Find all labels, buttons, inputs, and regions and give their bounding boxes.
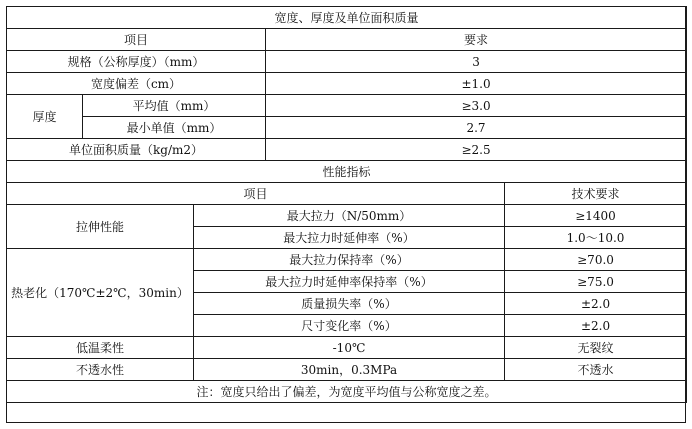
unit-mass-value: ≥2.5 [266, 139, 687, 161]
width-deviation-value: ±1.0 [266, 73, 687, 95]
low-temp-label: 低温柔性 [7, 337, 194, 359]
elongation-label: 最大拉力时延伸率（%） [194, 227, 505, 249]
note-row [7, 381, 687, 403]
elongation-value: 1.0～10.0 [505, 227, 687, 249]
impermeability-label: 不透水性 [7, 359, 194, 381]
section2-header-item: 项目 [7, 183, 505, 205]
table-row [7, 117, 687, 139]
section1-title: 宽度、厚度及单位面积质量 [7, 7, 687, 29]
low-temp-value: 无裂纹 [505, 337, 687, 359]
table-row [7, 249, 687, 271]
table-row [7, 205, 687, 227]
low-temp-condition: -10℃ [194, 337, 505, 359]
table-row [7, 359, 687, 381]
mass-loss-label: 质量损失率（%） [194, 293, 505, 315]
section1-header-row [7, 29, 687, 51]
max-tension-value: ≥1400 [505, 205, 687, 227]
mass-loss-value: ±2.0 [505, 293, 687, 315]
thickness-avg-value: ≥3.0 [266, 95, 687, 117]
dimension-change-label: 尺寸变化率（%） [194, 315, 505, 337]
table-row [7, 51, 687, 73]
section1-header-item: 项目 [7, 29, 266, 51]
section2-header-requirement: 技术要求 [505, 183, 687, 205]
table-row [7, 139, 687, 161]
elongation-retention-value: ≥75.0 [505, 271, 687, 293]
impermeability-value: 不透水 [505, 359, 687, 381]
thickness-label: 厚度 [7, 95, 83, 139]
thickness-min-value: 2.7 [266, 117, 687, 139]
tension-retention-value: ≥70.0 [505, 249, 687, 271]
thickness-min-label: 最小单值（mm） [83, 117, 266, 139]
dimension-change-value: ±2.0 [505, 315, 687, 337]
elongation-retention-label: 最大拉力时延伸率保持率（%） [194, 271, 505, 293]
section1-header-requirement: 要求 [266, 29, 687, 51]
unit-mass-label: 单位面积质量（kg/m2） [7, 139, 266, 161]
thickness-avg-label: 平均值（mm） [83, 95, 266, 117]
spec-label: 规格（公称厚度）（mm） [7, 51, 266, 73]
section2-title-row [7, 161, 687, 183]
section2-header-row [7, 183, 687, 205]
table-note: 注：宽度只给出了偏差，为宽度平均值与公称宽度之差。 [7, 381, 687, 403]
aging-group-label: 热老化（170℃±2℃，30min） [7, 249, 194, 337]
table-row [7, 73, 687, 95]
table-row [7, 95, 687, 117]
spec-sheet [6, 6, 686, 423]
tensile-group-label: 拉伸性能 [7, 205, 194, 249]
section1-title-row [7, 7, 687, 29]
table-row [7, 337, 687, 359]
spec-table [6, 6, 687, 403]
spec-value: 3 [266, 51, 687, 73]
impermeability-condition: 30min，0.3MPa [194, 359, 505, 381]
section2-title: 性能指标 [7, 161, 687, 183]
width-deviation-label: 宽度偏差（cm） [7, 73, 266, 95]
max-tension-label: 最大拉力（N/50mm） [194, 205, 505, 227]
tension-retention-label: 最大拉力保持率（%） [194, 249, 505, 271]
